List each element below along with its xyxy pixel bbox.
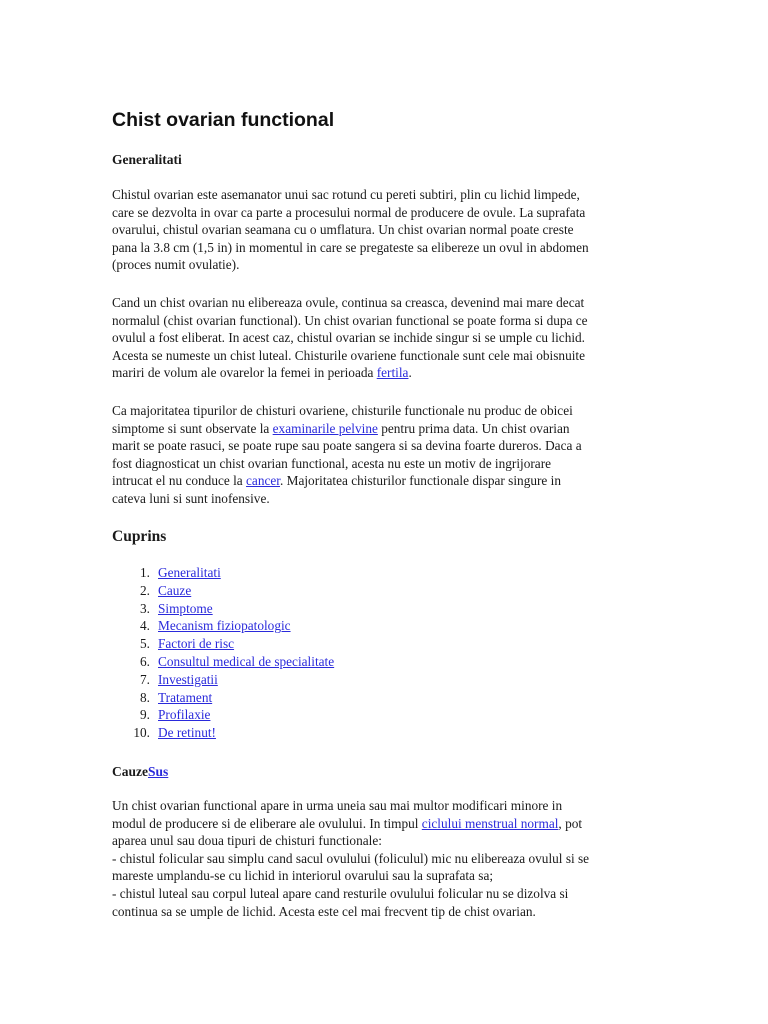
heading-text: Cauze xyxy=(112,764,148,779)
toc-item-number: 6. xyxy=(140,653,150,669)
toc-item-number: 10. xyxy=(133,725,150,741)
toc-link[interactable]: Tratament xyxy=(158,689,213,705)
link-fertila[interactable]: fertila xyxy=(376,365,409,381)
text-line xyxy=(112,472,632,490)
paragraph-intro xyxy=(112,186,632,274)
toc-link[interactable]: Mecanism fiziopatologic xyxy=(158,618,291,634)
table-of-contents xyxy=(112,564,334,742)
toc-item-number: 7. xyxy=(140,671,150,687)
text-line xyxy=(112,815,632,833)
toc-link[interactable]: Profilaxie xyxy=(158,707,211,723)
paragraph-functional-cyst xyxy=(112,294,632,382)
text-line: cateva luni si sunt inofensive. xyxy=(112,490,270,506)
section-heading-generalitati: Generalitati xyxy=(112,152,182,167)
text-line: Cand un chist ovarian nu elibereaza ovule, continua sa creasca, devenind mai mare decat xyxy=(112,295,585,310)
toc-item xyxy=(112,617,334,635)
text-fragment: mariri de volum ale ovarelor la femei in perioada xyxy=(112,365,377,381)
toc-item-number: 1. xyxy=(140,565,150,580)
text-fragment: simptome si sunt observate la xyxy=(112,420,273,436)
toc-item-number: 3. xyxy=(140,600,150,616)
toc-item xyxy=(112,564,334,582)
text-line: - chistul folicular sau simplu cand sacul ovulului (foliculul) mic nu elibereaza ovulul si se xyxy=(112,850,590,866)
link-back-to-top[interactable]: Sus xyxy=(148,764,169,779)
text-line: marit se poate rasuci, se poate rupe sau poate sangera si sa devina foarte dureros. Daca a xyxy=(112,438,582,454)
paragraph-causes xyxy=(112,797,632,920)
toc-item xyxy=(112,582,334,600)
text-line: care se dezvolta in ovar ca parte a procesului normal de producere de ovule. La suprafata xyxy=(112,204,586,220)
toc-link[interactable]: Investigatii xyxy=(158,671,218,687)
paragraph-symptoms xyxy=(112,402,632,508)
text-line: (proces numit ovulatie). xyxy=(112,257,240,273)
text-line: mareste umplandu-se cu lichid in interiorul ovarului sau la suprafata sa; xyxy=(112,868,494,884)
link-cancer[interactable]: cancer xyxy=(246,473,280,489)
text-line: pana la 3.8 cm (1,5 in) in momentul in care se pregateste sa elibereze un ovul in abdomen xyxy=(112,239,589,255)
text-line: fost diagnosticat un chist ovarian functional, acesta nu este un motiv de ingrijorare xyxy=(112,455,552,471)
text-line: aparea unul sau doua tipuri de chisturi functionale: xyxy=(112,833,382,849)
section-heading-cuprins: Cuprins xyxy=(112,528,167,545)
text-fragment: . Majoritatea chisturilor functionale dispar singure in xyxy=(279,473,561,489)
toc-item-number: 2. xyxy=(140,582,150,598)
toc-link[interactable]: Generalitati xyxy=(158,565,221,580)
toc-link[interactable]: Cauze xyxy=(158,582,192,598)
text-line: ovarului, chistul ovarian seamana cu o umflatura. Un chist ovarian normal poate creste xyxy=(112,222,574,238)
text-line: continua sa se umple de lichid. Acesta este cel mai frecvent tip de chist ovarian. xyxy=(112,903,536,919)
toc-item-number: 5. xyxy=(140,636,150,652)
page-title: Chist ovarian functional xyxy=(112,109,335,131)
toc-link[interactable]: Simptome xyxy=(158,600,213,616)
toc-item xyxy=(112,671,334,689)
toc-item xyxy=(112,706,334,724)
toc-item xyxy=(112,600,334,618)
text-line xyxy=(112,364,632,382)
text-line: ovulul a fost eliberat. In acest caz, chistul ovarian se inchide singur si se umple cu lichid. xyxy=(112,330,586,346)
text-fragment: modul de producere si de eliberare ale ovulului. In timpul xyxy=(112,815,422,831)
toc-link[interactable]: De retinut! xyxy=(158,725,216,741)
toc-item xyxy=(112,724,334,742)
toc-item xyxy=(112,635,334,653)
text-fragment: . xyxy=(408,365,412,381)
toc-link[interactable]: Factori de risc xyxy=(158,636,235,652)
text-line: - chistul luteal sau corpul luteal apare cand resturile ovulului folicular nu se dizolva si xyxy=(112,885,569,901)
toc-item xyxy=(112,689,334,707)
section-heading-cauze xyxy=(112,763,168,781)
text-line: Chistul ovarian este asemanator unui sac rotund cu pereti subtiri, plin cu lichid limpede, xyxy=(112,187,580,202)
link-ciclului-menstrual[interactable]: ciclului menstrual normal xyxy=(421,815,559,831)
toc-item-number: 8. xyxy=(140,689,150,705)
text-line: normalul (chist ovarian functional). Un chist ovarian functional se poate forma si dupa ce xyxy=(112,312,588,328)
text-fragment: pentru prima data. Un chist ovarian xyxy=(377,420,570,436)
toc-link[interactable]: Consultul medical de specialitate xyxy=(158,653,335,669)
text-line: Ca majoritatea tipurilor de chisturi ovariene, chisturile functionale nu produc de obicei xyxy=(112,403,573,418)
toc-item xyxy=(112,653,334,671)
text-line xyxy=(112,420,632,438)
link-examinarile-pelvine[interactable]: examinarile pelvine xyxy=(272,420,378,436)
text-line: Acesta se numeste un chist luteal. Chisturile ovariene functionale sunt cele mai obisnuite xyxy=(112,347,586,363)
text-fragment: , pot xyxy=(558,815,583,831)
toc-item-number: 4. xyxy=(140,618,150,634)
text-line: Un chist ovarian functional apare in urma uneia sau mai multor modificari minore in xyxy=(112,798,563,813)
text-fragment: intrucat el nu conduce la xyxy=(112,473,247,489)
toc-item-number: 9. xyxy=(140,707,150,723)
